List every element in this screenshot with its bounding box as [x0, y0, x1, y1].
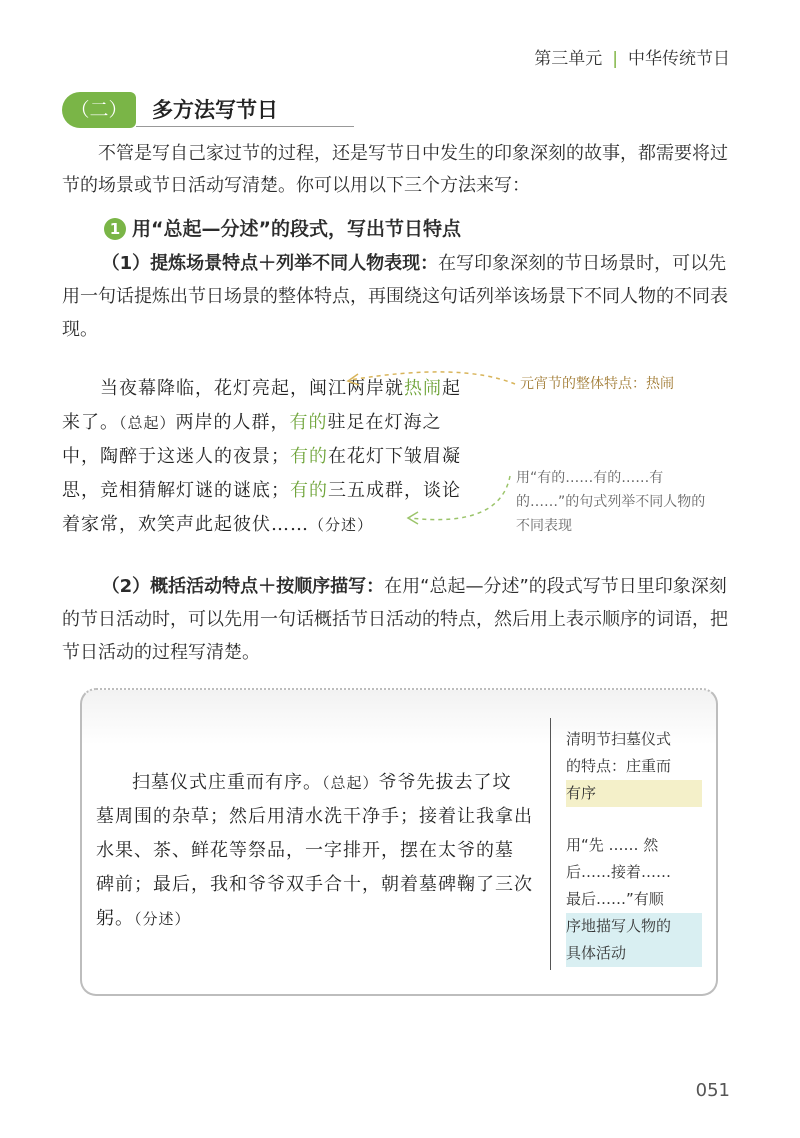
side-note-line: 有序 — [566, 780, 702, 807]
header-separator: | — [612, 49, 618, 69]
note-1-arrow — [340, 356, 520, 396]
side-note-line: 最后……”有顺 — [566, 890, 664, 908]
method-1-heading — [104, 214, 461, 241]
example-1-line: 思，竞相猜解灯谜的谜底；有的三五成群，谈论 — [62, 480, 461, 501]
topic-label: 中华传统节日 — [628, 49, 730, 69]
example-1-line: 来了。（总起）两岸的人群，有的驻足在灯海之 — [62, 412, 442, 433]
side-note-line: 序地描写人物的 — [566, 913, 702, 940]
side-divider — [550, 718, 551, 970]
side-note-line: 具体活动 — [566, 940, 702, 967]
note-1: 元宵节的整体特点：热闹 — [520, 376, 674, 392]
example-1-line: 着家常，欢笑声此起彼伏……（分述） — [62, 514, 374, 535]
method-number-badge: 1 — [104, 218, 126, 240]
side-note-line: 后……接着…… — [566, 863, 672, 881]
note-2-arrow — [400, 468, 520, 538]
point-1-label: （1）提炼场景特点＋列举不同人物表现： — [101, 253, 439, 274]
point-1-paragraph — [62, 247, 732, 346]
example-2-line: 墓周围的杂草；然后用清水洗干净手；接着让我拿出 — [96, 806, 533, 827]
unit-label: 第三单元 — [534, 49, 603, 69]
method-1-title: 用“总起—分述”的段式，写出节日特点 — [132, 218, 461, 240]
section-title: 多方法写节日 — [152, 98, 278, 122]
side-note-2 — [566, 832, 702, 967]
section-heading — [62, 92, 294, 128]
point-2-label: （2）概括活动特点＋按顺序描写： — [101, 576, 385, 597]
example-2-line: 躬。（分述） — [96, 908, 191, 929]
example-2-line: 碑前；最后，我和爷爷双手合十，朝着墓碑鞠了三次 — [96, 874, 533, 895]
example-1-line: 当夜幕降临，花灯亮起，闽江两岸就热闹起 — [100, 378, 461, 399]
example-2-line: 扫墓仪式庄重而有序。（总起）爷爷先拔去了坟 — [132, 772, 512, 793]
section-number-badge: （二） — [62, 92, 136, 128]
example-1-line: 中，陶醉于这迷人的夜景；有的在花灯下皱眉凝 — [62, 446, 461, 467]
point-2-text: 在用“总起—分述”的段式写节日里印象深刻的节日活动时，可以先用一句话概括节日活动的特点，然后用上表示顺序的词语，把节日活动的过程写清楚。 — [62, 576, 728, 663]
example-2-line: 水果、茶、鲜花等祭品，一字排开，摆在太爷的墓 — [96, 840, 514, 861]
side-note-line: 用“先 …… 然 — [566, 836, 659, 854]
side-note-line: 清明节扫墓仪式 — [566, 730, 672, 748]
point-2-paragraph — [62, 570, 732, 669]
section-underline — [136, 126, 354, 127]
intro-paragraph: 不管是写自己家过节的过程，还是写节日中发生的印象深刻的故事，都需要将过节的场景或节日活动写清楚。你可以用以下三个方法来写： — [62, 143, 728, 196]
side-note-1 — [566, 726, 702, 807]
point-1-text: 在写印象深刻的节日场景时，可以先用一句话提炼出节日场景的整体特点，再围绕这句话列举该场景下不同人物的不同表现。 — [62, 253, 728, 340]
running-header — [534, 44, 730, 69]
side-note-line: 的特点：庄重而 — [566, 757, 672, 775]
page-number: 051 — [695, 1080, 730, 1101]
note-2: 用“有的……有的……有的……”的句式列举不同人物的不同表现 — [516, 470, 706, 534]
